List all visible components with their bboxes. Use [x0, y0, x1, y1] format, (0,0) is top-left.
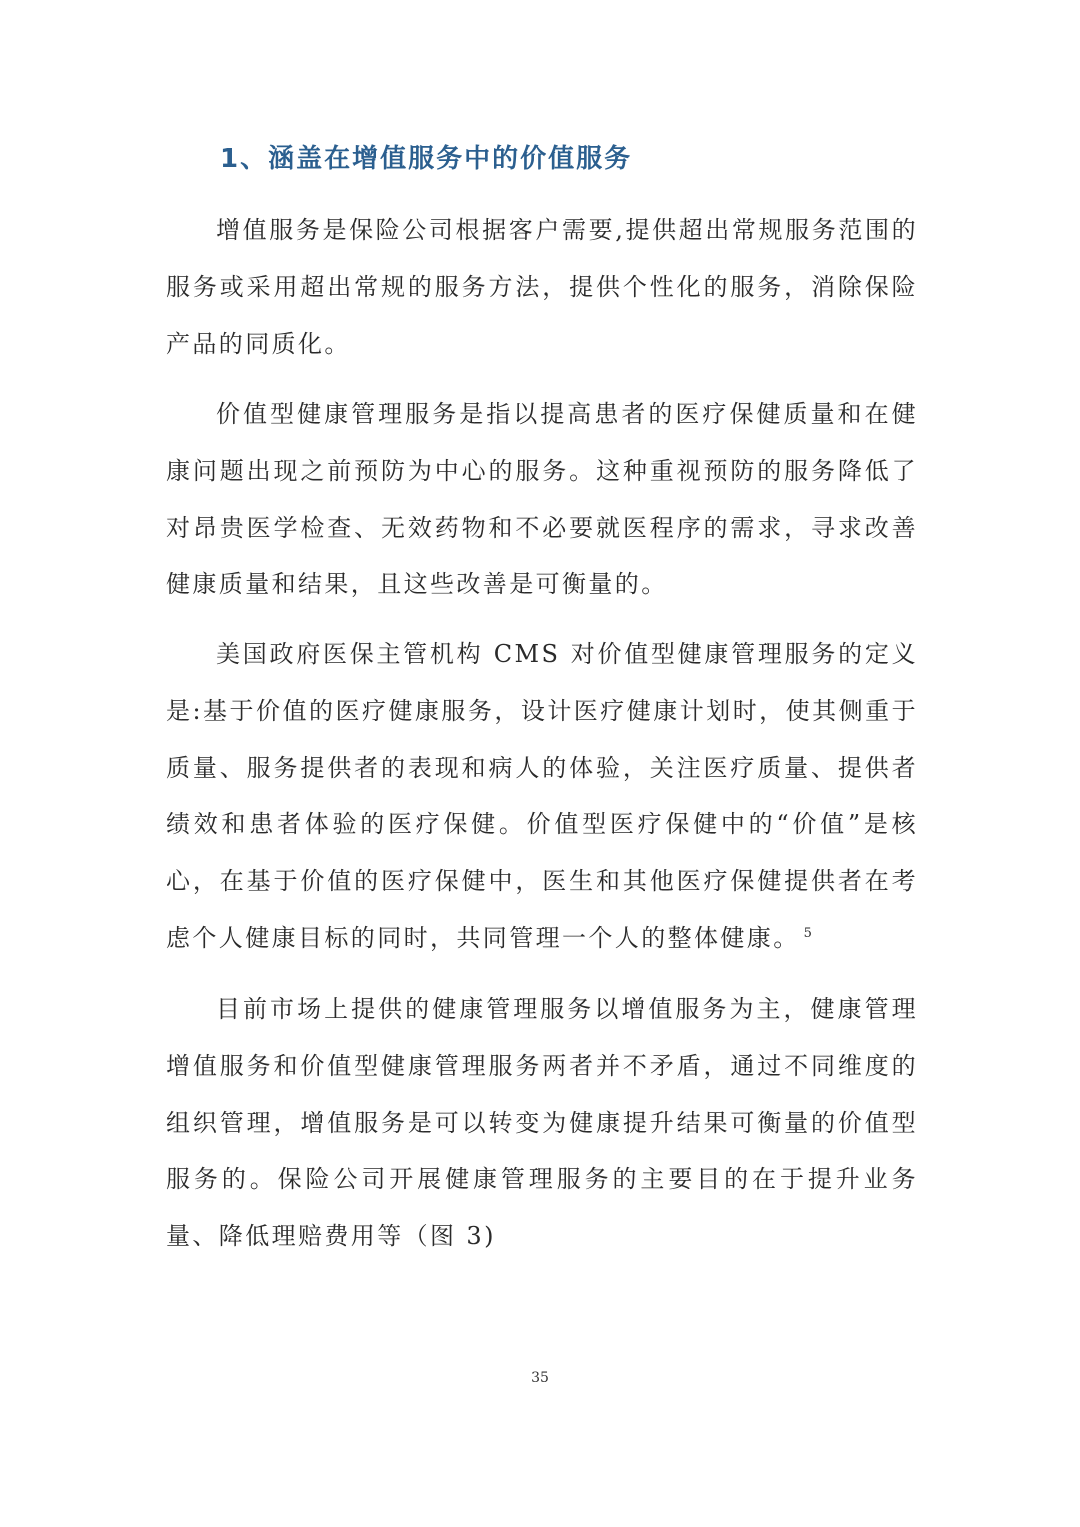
- footnote-reference: 5: [803, 925, 812, 941]
- paragraph-text: 价值型健康管理服务是指以提高患者的医疗保健质量和在健康问题出现之前预防为中心的服务。这种重视预防的服务降低了对昂贵医学检查、无效药物和不必要就医程序的需求，寻求改善健康质量和结果，且这些改善是可衡量的。: [166, 400, 918, 599]
- paragraph-text: 增值服务是保险公司根据客户需要,提供超出常规服务范围的服务或采用超出常规的服务方法，提供个性化的服务，消除保险产品的同质化。: [166, 216, 918, 358]
- paragraph-value-based-definition: [166, 386, 918, 613]
- section-heading: 1、涵盖在增值服务中的价值服务: [220, 144, 633, 174]
- paragraph-text: 目前市场上提供的健康管理服务以增值服务为主，健康管理增值服务和价值型健康管理服务两者并不矛盾，通过不同维度的组织管理，增值服务是可以转变为健康提升结果可衡量的价值型服务的。保险公司开展健康管理服务的主要目的在于提升业务量、降低理赔费用等（图 3): [166, 995, 918, 1251]
- paragraph-value-added-definition: [166, 202, 918, 372]
- paragraph-market-status: [166, 981, 918, 1265]
- paragraph-cms-definition: [166, 626, 918, 967]
- paragraph-text: 美国政府医保主管机构 CMS 对价值型健康管理服务的定义是:基于价值的医疗健康服务，设计医疗健康计划时，使其侧重于质量、服务提供者的表现和病人的体验，关注医疗质量、提供者绩效和患者体验的医疗保健。价值型医疗保健中的“价值”是核心，在基于价值的医疗保健中，医生和其他医疗保健提供者在考虑个人健康目标的同时，共同管理一个人的整体健康。: [166, 640, 918, 952]
- page-number: 35: [531, 1370, 549, 1386]
